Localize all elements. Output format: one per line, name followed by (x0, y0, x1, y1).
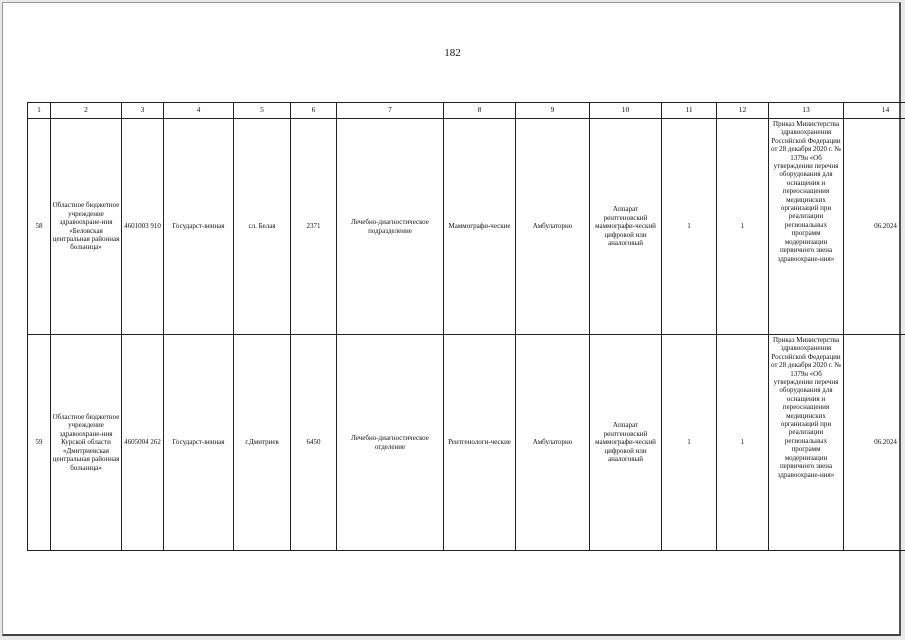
column-header: 4 (164, 103, 234, 119)
quantity-cell: 1 (662, 119, 717, 335)
column-header: 12 (717, 103, 769, 119)
care-type-cell: Амбулаторно (516, 335, 590, 551)
institution-cell: Областное бюджетное учреждение здравоохране-ния «Беловская центральная районная больница» (51, 119, 122, 335)
ownership-cell: Государст-венная (164, 335, 234, 551)
column-header: 9 (516, 103, 590, 119)
column-header: 13 (769, 103, 844, 119)
population-cell: 6450 (291, 335, 337, 551)
date-cell: 06.2024 (844, 119, 905, 335)
care-type-cell: Амбулаторно (516, 119, 590, 335)
column-header: 10 (590, 103, 662, 119)
quantity-cell: 1 (717, 335, 769, 551)
column-header: 7 (337, 103, 444, 119)
equipment-table (27, 102, 905, 551)
row-number-cell: 58 (28, 119, 51, 335)
column-header: 2 (51, 103, 122, 119)
code-cell: 4605004 262 (122, 335, 164, 551)
basis-cell: Приказ Министерства здравоохранения Российской Федерации от 28 декабря 2020 г. № 1379н «Об утверждении перечня оборудования для оснащения и переоснащения медицинских организаций при реализации региональных программ модернизации первичного звена здравоохране-ния» (769, 335, 844, 551)
table-row (28, 119, 905, 335)
unit-cell: Лечебно-диагностическое отделение (337, 335, 444, 551)
equipment-cell: Аппарат рентгеновский маммографи-ческий цифровой или аналоговый (590, 119, 662, 335)
ownership-cell: Государст-венная (164, 119, 234, 335)
equipment-cell: Аппарат рентгеновский маммографи-ческий цифровой или аналоговый (590, 335, 662, 551)
column-header: 11 (662, 103, 717, 119)
quantity-cell: 1 (662, 335, 717, 551)
locality-cell: г.Дмитриев (234, 335, 291, 551)
table-row (28, 335, 905, 551)
column-header: 1 (28, 103, 51, 119)
page-number: 182 (444, 47, 461, 59)
document-page (2, 2, 901, 636)
basis-cell: Приказ Министерства здравоохранения Российской Федерации от 28 декабря 2020 г. № 1379н «Об утверждении перечня оборудования для оснащения и переоснащения медицинских организаций при реализации региональных программ модернизации первичного звена здравоохране-ния» (769, 119, 844, 335)
column-header: 8 (444, 103, 516, 119)
row-number-cell: 59 (28, 335, 51, 551)
column-header: 6 (291, 103, 337, 119)
institution-cell: Областное бюджетное учреждение здравоохране-ния Курской области «Дмитриевская центральная районная больница» (51, 335, 122, 551)
profile-cell: Рентгенологи-ческие (444, 335, 516, 551)
column-header: 14 (844, 103, 905, 119)
code-cell: 4601003 910 (122, 119, 164, 335)
population-cell: 2371 (291, 119, 337, 335)
quantity-cell: 1 (717, 119, 769, 335)
date-cell: 06.2024 (844, 335, 905, 551)
column-header: 5 (234, 103, 291, 119)
profile-cell: Маммографи-ческие (444, 119, 516, 335)
locality-cell: сл. Белая (234, 119, 291, 335)
column-header: 3 (122, 103, 164, 119)
unit-cell: Лечебно-диагностическое подразделение (337, 119, 444, 335)
table-header-row (28, 103, 905, 119)
